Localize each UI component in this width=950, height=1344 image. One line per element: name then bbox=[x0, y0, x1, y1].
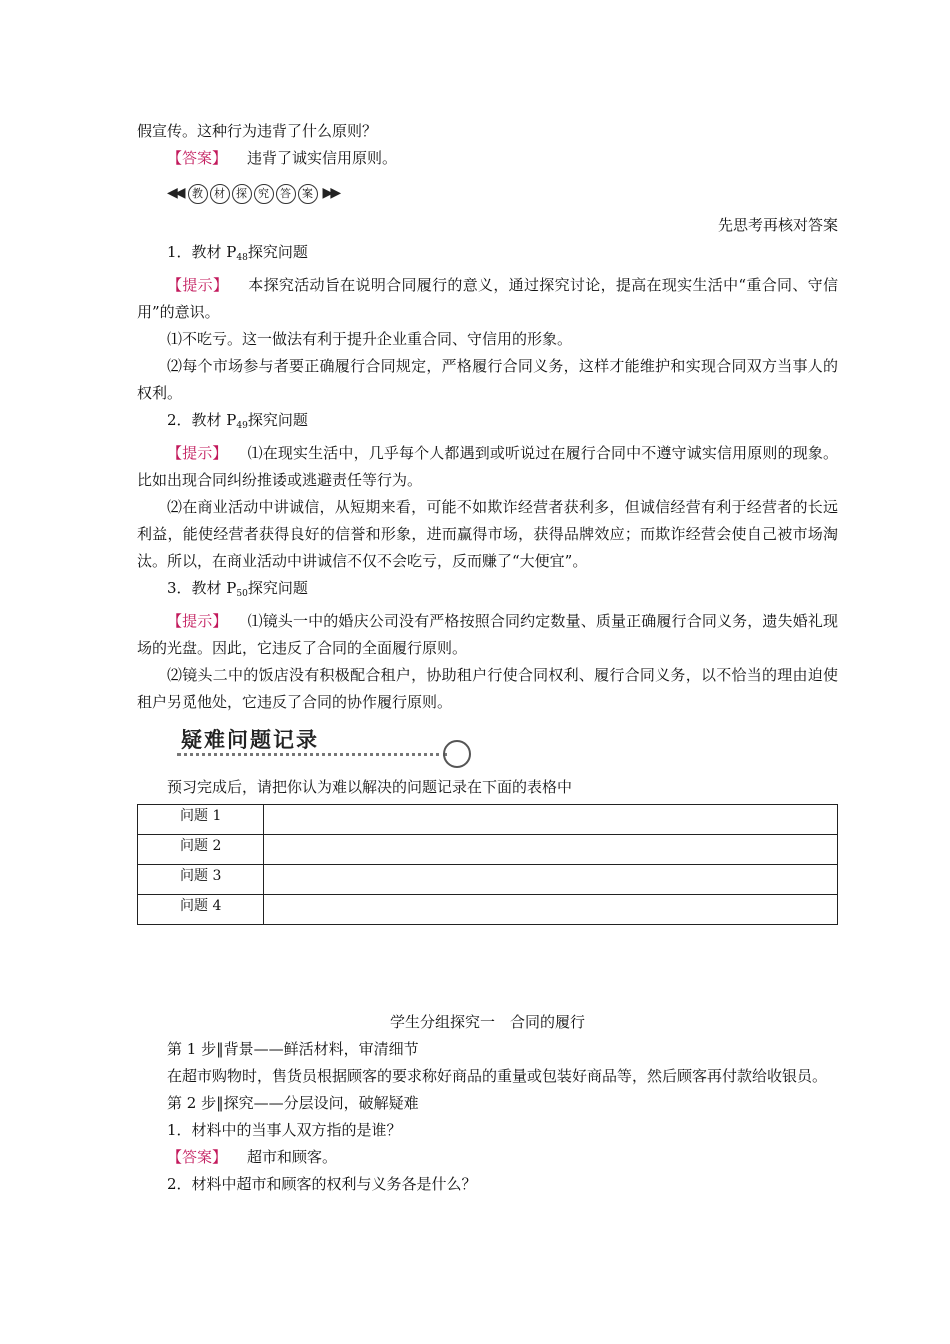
question-heading: 3．教材 $P_{50}$探究问题 bbox=[167, 579, 308, 599]
banner-char: 究 bbox=[254, 184, 274, 204]
hint-paragraph: 【提示】 ⑴镜头一中的婚庆公司没有严格按照合同约定数量、质量正确履行合同义务，遗失婚礼现场的光盘。因此，它违反了合同的全面履行原则。 bbox=[137, 612, 838, 657]
paragraph: ⑵每个市场参与者要正确履行合同规定，严格履行合同义务，这样才能维护和实现合同双方当事人的权利。 bbox=[137, 357, 838, 402]
paragraph: ⑵在商业活动中讲诚信，从短期来看，可能不如欺诈经营者获利多，但诚信经营有利于经营者的长远利益，能使经营者获得良好的信誉和形象，进而赢得市场，获得品牌效应；而欺诈经营会使自己被市场淘汰。所以，在商业活动中讲诚信不仅不会吃亏，反而赚了“大便宜”。 bbox=[137, 498, 838, 570]
hint-tag: 【提示】 bbox=[167, 444, 228, 462]
row-label: 问题 1 bbox=[138, 805, 264, 835]
answer-cell[interactable] bbox=[264, 805, 838, 835]
hint-tag: 【提示】 bbox=[167, 276, 229, 294]
left-arrows-icon: ◀◀ bbox=[167, 185, 183, 201]
hint-paragraph: 【提示】 本探究活动旨在说明合同履行的意义，通过探究讨论，提高在现实生活中“重合同、守信用”的意识。 bbox=[137, 276, 838, 321]
table-row bbox=[138, 865, 838, 895]
row-label: 问题 3 bbox=[138, 865, 264, 895]
document-page bbox=[137, 118, 838, 1198]
answer-cell[interactable] bbox=[264, 865, 838, 895]
answer-line bbox=[137, 145, 838, 172]
textbook-answer-banner bbox=[167, 178, 838, 208]
circle-icon bbox=[443, 740, 471, 768]
record-intro: 预习完成后，请把你认为难以解决的问题记录在下面的表格中 bbox=[167, 778, 573, 796]
dotted-line bbox=[177, 753, 447, 756]
banner-char: 案 bbox=[298, 184, 318, 204]
step-heading: 第 2 步‖探究——分层设问，破解疑难 bbox=[167, 1094, 419, 1112]
table-row bbox=[138, 895, 838, 925]
answer-cell[interactable] bbox=[264, 895, 838, 925]
table-row bbox=[138, 805, 838, 835]
right-arrows-icon: ▶▶ bbox=[322, 185, 339, 201]
paragraph: ⑵镜头二中的饭店没有积极配合租户，协助租户行使合同权利、履行合同义务，以不恰当的理由迫使租户另觅他处，它违反了合同的协作履行原则。 bbox=[137, 666, 838, 711]
banner-char: 探 bbox=[232, 184, 252, 204]
paragraph: 假宣传。这种行为违背了什么原则？ bbox=[137, 122, 378, 140]
question-line: 2．材料中超市和顾客的权利与义务各是什么？ bbox=[167, 1175, 477, 1193]
question-heading: 1．教材 $P_{48}$探究问题 bbox=[167, 243, 308, 263]
banner-char: 答 bbox=[276, 184, 296, 204]
paragraph: ⑴不吃亏。这一做法有利于提升企业重合同、守信用的形象。 bbox=[167, 330, 573, 348]
answer-line: 【答案】 超市和顾客。 bbox=[167, 1148, 338, 1166]
question-line: 1．材料中的当事人双方指的是谁？ bbox=[167, 1121, 402, 1139]
banner-char: 教 bbox=[188, 184, 208, 204]
answer-text: 违背了诚实信用原则。 bbox=[247, 149, 398, 167]
group-title: 学生分组探究一 合同的履行 bbox=[389, 1013, 585, 1031]
answer-cell[interactable] bbox=[264, 835, 838, 865]
think-first-note: 先思考再核对答案 bbox=[717, 216, 838, 234]
answer-tag: 【答案】 bbox=[167, 1148, 228, 1166]
section-header-title: 疑难问题记录 bbox=[181, 728, 319, 752]
section-header bbox=[177, 724, 838, 772]
answer-tag: 【答案】 bbox=[167, 149, 228, 167]
row-label: 问题 2 bbox=[138, 835, 264, 865]
row-label: 问题 4 bbox=[138, 895, 264, 925]
material-paragraph: 在超市购物时，售货员根据顾客的要求称好商品的重量或包装好商品等，然后顾客再付款给收银员。 bbox=[167, 1067, 828, 1085]
question-record-table bbox=[137, 804, 838, 925]
hint-paragraph: 【提示】 ⑴在现实生活中，几乎每个人都遇到或听说过在履行合同中不遵守诚实信用原则的现象。比如出现合同纠纷推诿或逃避责任等行为。 bbox=[137, 444, 838, 489]
banner-char: 材 bbox=[210, 184, 230, 204]
table-row bbox=[138, 835, 838, 865]
question-heading: 2．教材 $P_{49}$探究问题 bbox=[167, 411, 308, 431]
hint-tag: 【提示】 bbox=[167, 612, 228, 630]
step-heading: 第 1 步‖背景——鲜活材料，审清细节 bbox=[167, 1040, 419, 1058]
